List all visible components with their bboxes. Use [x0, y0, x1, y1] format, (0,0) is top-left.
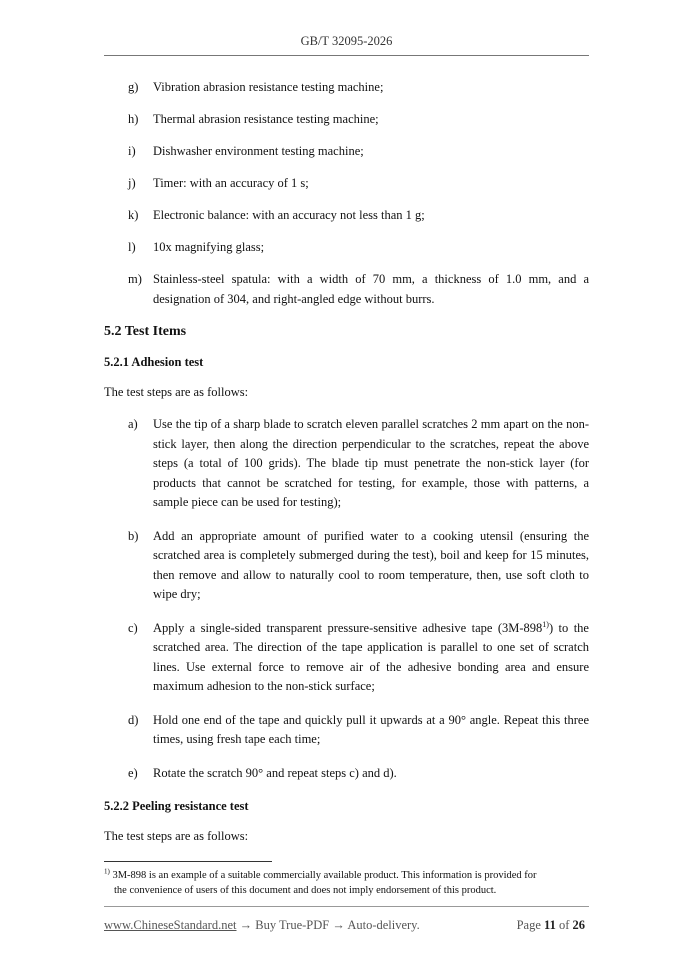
buy-pdf-link[interactable]: Buy True-PDF [255, 918, 330, 932]
footnote-reference: 1) [542, 619, 549, 629]
footnote-line-1: 3M-898 is an example of a suitable commercially available product. This information is provided for [109, 870, 537, 881]
footnote-line-2: the convenience of users of this document and does not imply endorsement of this product. [114, 884, 497, 896]
arrow-right-icon: → [329, 918, 348, 932]
list-item-text: Vibration abrasion resistance testing machine; [153, 80, 384, 94]
footer-links [104, 918, 420, 933]
section-heading-5-2: 5.2 Test Items [104, 324, 187, 339]
list-marker: m) [128, 272, 142, 286]
footer-rule [104, 906, 589, 907]
list-item [104, 110, 589, 130]
list-item-text-after: ) to the scratched area. The direction of the tape application is parallel to one set of scratch lines. Use external force to remove air of the adhesive bonding area and ensure maximum adhesion to the non-stick surface; [153, 620, 589, 693]
list-item [104, 415, 589, 513]
list-item-text: Electronic balance: with an accuracy not less than 1 g; [153, 208, 425, 222]
list-marker: h) [128, 112, 139, 126]
site-link[interactable]: www.ChineseStandard.net [104, 918, 237, 932]
list-item-text: Rotate the scratch 90° and repeat steps c) and d). [153, 765, 397, 780]
list-marker: a) [128, 417, 138, 431]
list-marker: b) [128, 528, 139, 543]
of-label: of [558, 918, 570, 932]
list-marker: e) [128, 765, 138, 780]
footnote [104, 869, 589, 898]
adhesion-steps-list [104, 415, 589, 783]
list-marker: j) [128, 176, 136, 190]
footnote-rule [104, 861, 272, 862]
list-marker: i) [128, 144, 136, 158]
list-marker: k) [128, 208, 139, 222]
list-item [104, 619, 589, 697]
page-number: 11 [544, 918, 556, 932]
list-marker: d) [128, 712, 139, 727]
list-item-text: Use the tip of a sharp blade to scratch eleven parallel scratches 2 mm apart on the non-stick layer, then along the direction perpendicular to the scratches, repeat the above steps (a total of 100 grids). The blade tip must penetrate the non-stick layer (for products that cannot be scratched for testing, for example, those with patterns, a sample piece can be used for testing); [153, 417, 589, 509]
list-item [104, 78, 589, 98]
list-item-text: Stainless-steel spatula: with a width of 70 mm, a thickness of 1.0 mm, and a designation of 304, and right-angled edge without burrs. [153, 272, 589, 306]
list-item-text-before: Apply a single-sided transparent pressure-sensitive adhesive tape (3M-898 [153, 620, 543, 635]
list-item [104, 206, 589, 226]
peeling-intro: The test steps are as follows: [104, 829, 249, 843]
list-item [104, 174, 589, 194]
list-marker: c) [128, 620, 138, 635]
list-item [104, 764, 589, 784]
list-item-text: 10x magnifying glass; [153, 240, 265, 254]
document-header-title: GB/T 32095-2026 [300, 34, 393, 48]
list-item-text: Thermal abrasion resistance testing machine; [153, 112, 379, 126]
list-item-text: Hold one end of the tape and quickly pull it upwards at a 90° angle. Repeat this three times, using fresh tape each time; [153, 712, 589, 746]
list-item [104, 711, 589, 750]
list-item-text: Dishwasher environment testing machine; [153, 144, 364, 158]
footnote-mark: 1) [104, 867, 110, 876]
list-item-text: Add an appropriate amount of purified water to a cooking utensil (ensuring the scratched area is completely submerged during the test), boil and keep for 15 minutes, then remove and allow to naturally cool to room temperature, then, use soft cloth to wipe dry; [153, 528, 589, 601]
arrow-right-icon: → [236, 918, 256, 932]
list-item [104, 142, 589, 162]
section-heading-5-2-2: 5.2.2 Peeling resistance test [104, 799, 249, 813]
list-item [104, 527, 589, 605]
list-item-text: Timer: with an accuracy of 1 s; [153, 176, 309, 190]
auto-delivery-text: Auto-delivery. [347, 918, 420, 932]
page-label: Page [516, 918, 541, 932]
page-indicator [517, 918, 585, 933]
page-total: 26 [572, 918, 585, 932]
list-item [104, 270, 589, 309]
page-content [104, 78, 589, 859]
header-rule [104, 55, 589, 56]
list-marker: g) [128, 80, 139, 94]
equipment-list [104, 78, 589, 309]
section-heading-5-2-1: 5.2.1 Adhesion test [104, 355, 204, 369]
list-marker: l) [128, 240, 136, 254]
list-item [104, 238, 589, 258]
adhesion-intro: The test steps are as follows: [104, 385, 249, 399]
